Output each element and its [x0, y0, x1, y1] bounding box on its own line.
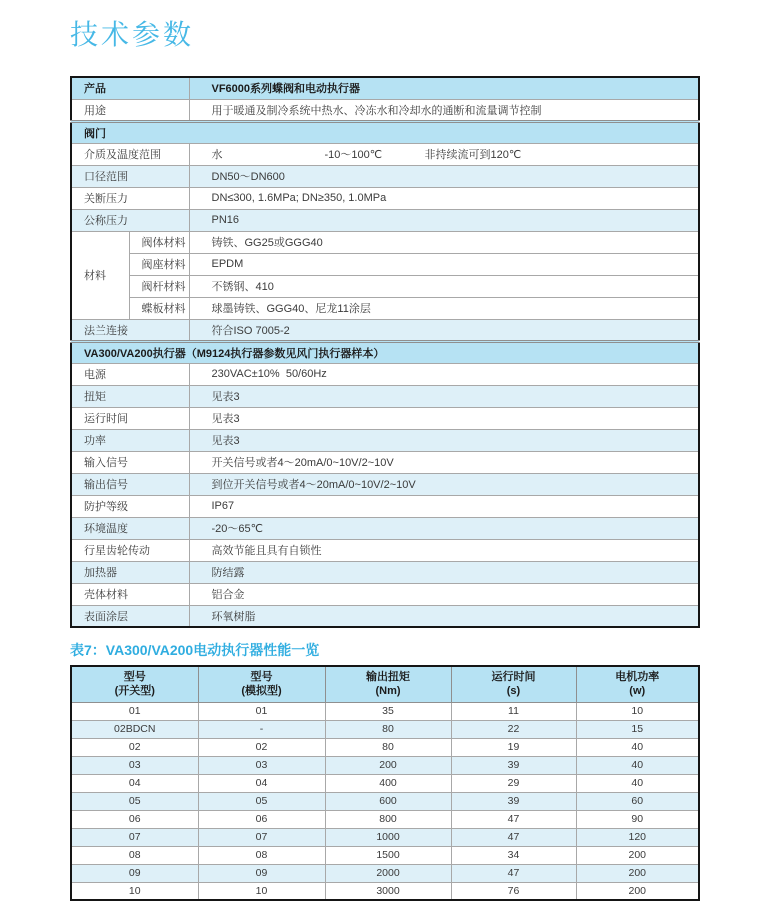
- spec-label: 壳体材料: [71, 583, 189, 605]
- perf-cell: 120: [576, 828, 699, 846]
- perf-cell: 40: [576, 774, 699, 792]
- spec-row: [71, 187, 699, 209]
- spec-row: [71, 99, 699, 121]
- perf-cell: 47: [451, 810, 576, 828]
- perf-cell: 07: [71, 828, 198, 846]
- perf-cell: 08: [71, 846, 198, 864]
- perf-row: [71, 864, 699, 882]
- perf-cell: 10: [576, 702, 699, 720]
- perf-col-header-line2: (开关型): [114, 685, 155, 698]
- perf-col-header: [71, 666, 198, 702]
- spec-value: 见表3: [189, 429, 699, 451]
- spec-label: 表面涂层: [71, 605, 189, 627]
- spec-value: 防结露: [189, 561, 699, 583]
- performance-table: [70, 665, 700, 901]
- spec-value-part: 水: [211, 149, 223, 161]
- perf-col-header: [325, 666, 451, 702]
- spec-value: 见表3: [189, 407, 699, 429]
- spec-label: 介质及温度范围: [71, 143, 189, 165]
- spec-row: [71, 297, 699, 319]
- perf-col-header-line1: 运行时间: [491, 671, 536, 684]
- content-column: [70, 18, 700, 901]
- spec-row: [71, 319, 699, 341]
- spec-value-part: 非持续流可到120℃: [424, 149, 522, 161]
- perf-cell: 08: [198, 846, 325, 864]
- perf-cell: 40: [576, 756, 699, 774]
- spec-row: [71, 429, 699, 451]
- spec-row: [71, 539, 699, 561]
- spec-row: [71, 165, 699, 187]
- spec-label: 输入信号: [71, 451, 189, 473]
- spec-label: 环境温度: [71, 517, 189, 539]
- spec-label: 功率: [71, 429, 189, 451]
- perf-cell: 04: [71, 774, 198, 792]
- spec-sublabel: 蝶板材料: [129, 297, 189, 319]
- perf-row: [71, 846, 699, 864]
- spec-row: [71, 77, 699, 99]
- spec-row: [71, 341, 699, 363]
- spec-row: [71, 209, 699, 231]
- spec-row: [71, 473, 699, 495]
- perf-col-header: [451, 666, 576, 702]
- perf-cell: 200: [576, 882, 699, 900]
- perf-col-header-line2: (Nm): [375, 685, 401, 698]
- perf-row: [71, 756, 699, 774]
- perf-cell: 39: [451, 756, 576, 774]
- perf-row: [71, 738, 699, 756]
- perf-cell: 15: [576, 720, 699, 738]
- spec-label: 口径范围: [71, 165, 189, 187]
- spec-row: [71, 275, 699, 297]
- spec-value: 铝合金: [189, 583, 699, 605]
- perf-cell: 47: [451, 864, 576, 882]
- perf-col-header-line1: 型号: [250, 671, 273, 684]
- perf-cell: 02BDCN: [71, 720, 198, 738]
- spec-value: -20～65℃: [189, 517, 699, 539]
- spec-row: [71, 143, 699, 165]
- spec-value-part: -10～100℃: [324, 149, 383, 161]
- perf-cell: 10: [71, 882, 198, 900]
- perf-cell: 47: [451, 828, 576, 846]
- spec-row: [71, 407, 699, 429]
- spec-label: 关断压力: [71, 187, 189, 209]
- perf-cell: 01: [198, 702, 325, 720]
- spec-label: 公称压力: [71, 209, 189, 231]
- perf-row: [71, 774, 699, 792]
- perf-row: [71, 720, 699, 738]
- perf-row: [71, 882, 699, 900]
- spec-group-label: 材料: [71, 231, 129, 319]
- spec-label: 行星齿轮传动: [71, 539, 189, 561]
- spec-value: 到位开关信号或者4～20mA/0~10V/2~10V: [189, 473, 699, 495]
- perf-cell: 02: [198, 738, 325, 756]
- perf-cell: 01: [71, 702, 198, 720]
- perf-cell: 19: [451, 738, 576, 756]
- spec-sublabel: 阀座材料: [129, 253, 189, 275]
- spec-row: [71, 231, 699, 253]
- spec-value: 符合ISO 7005-2: [189, 319, 699, 341]
- perf-cell: 200: [576, 846, 699, 864]
- perf-cell: 06: [198, 810, 325, 828]
- spec-value: 环氧树脂: [189, 605, 699, 627]
- perf-cell: 800: [325, 810, 451, 828]
- spec-value: 开关信号或者4～20mA/0~10V/2~10V: [189, 451, 699, 473]
- spec-label: 防护等级: [71, 495, 189, 517]
- perf-cell: 04: [198, 774, 325, 792]
- perf-col-header-line1: 型号: [123, 671, 146, 684]
- perf-cell: 40: [576, 738, 699, 756]
- spec-value: 高效节能且具有自锁性: [189, 539, 699, 561]
- perf-cell: 11: [451, 702, 576, 720]
- perf-cell: 76: [451, 882, 576, 900]
- perf-header-row: [71, 666, 699, 702]
- table7-title: 表7：VA300/VA200电动执行器性能一览: [70, 642, 320, 658]
- perf-row: [71, 810, 699, 828]
- spec-row: [71, 451, 699, 473]
- perf-cell: 200: [576, 864, 699, 882]
- spec-row: [71, 605, 699, 627]
- perf-cell: 03: [198, 756, 325, 774]
- spec-row: [71, 253, 699, 275]
- perf-cell: 2000: [325, 864, 451, 882]
- spec-section-header: 阀门: [71, 121, 699, 143]
- spec-value: 球墨铸铁、GGG40、尼龙11涂层: [189, 297, 699, 319]
- spec-label: 扭矩: [71, 385, 189, 407]
- spec-label: 用途: [71, 99, 189, 121]
- spec-label: 运行时间: [71, 407, 189, 429]
- spec-row: [71, 583, 699, 605]
- spec-value: 铸铁、GG25或GGG40: [189, 231, 699, 253]
- spec-label: 法兰连接: [71, 319, 189, 341]
- perf-cell: 34: [451, 846, 576, 864]
- spec-value: 230VAC±10% 50/60Hz: [189, 363, 699, 385]
- perf-cell: 400: [325, 774, 451, 792]
- perf-cell: 06: [71, 810, 198, 828]
- perf-cell: 200: [325, 756, 451, 774]
- spec-value: DN≤300, 1.6MPa; DN≥350, 1.0MPa: [189, 187, 699, 209]
- perf-cell: 07: [198, 828, 325, 846]
- spec-value: 用于暖通及制冷系统中热水、冷冻水和冷却水的通断和流量调节控制: [189, 99, 699, 121]
- perf-cell: 90: [576, 810, 699, 828]
- perf-col-header-line2: (w): [629, 685, 646, 698]
- spec-label: 加热器: [71, 561, 189, 583]
- perf-row: [71, 792, 699, 810]
- perf-cell: 09: [71, 864, 198, 882]
- perf-cell: 3000: [325, 882, 451, 900]
- spec-label: 输出信号: [71, 473, 189, 495]
- perf-cell: 1500: [325, 846, 451, 864]
- spec-value: 不锈钢、410: [189, 275, 699, 297]
- spec-row: [71, 385, 699, 407]
- perf-cell: 60: [576, 792, 699, 810]
- perf-col-header-line1: 电机功率: [615, 671, 660, 684]
- perf-col-header-line2: (s): [506, 685, 521, 698]
- perf-cell: 09: [198, 864, 325, 882]
- spec-row: [71, 561, 699, 583]
- perf-cell: 80: [325, 738, 451, 756]
- perf-cell: 1000: [325, 828, 451, 846]
- perf-cell: 80: [325, 720, 451, 738]
- perf-cell: 05: [71, 792, 198, 810]
- perf-cell: 05: [198, 792, 325, 810]
- spec-value: IP67: [189, 495, 699, 517]
- spec-value: EPDM: [189, 253, 699, 275]
- perf-row: [71, 828, 699, 846]
- perf-cell: 03: [71, 756, 198, 774]
- perf-cell: 22: [451, 720, 576, 738]
- spec-sublabel: 阀体材料: [129, 231, 189, 253]
- spec-value: PN16: [189, 209, 699, 231]
- spec-value: VF6000系列蝶阀和电动执行器: [189, 77, 699, 99]
- spec-section-header: VA300/VA200执行器（M9124执行器参数见风门执行器样本）: [71, 341, 699, 363]
- perf-col-header: [198, 666, 325, 702]
- spec-value-multi: [189, 143, 699, 165]
- datasheet-page: [0, 18, 770, 904]
- perf-cell: 10: [198, 882, 325, 900]
- perf-col-header-line1: 输出扭矩: [366, 671, 410, 684]
- spec-table: [70, 76, 700, 628]
- spec-label: 电源: [71, 363, 189, 385]
- spec-sublabel: 阀杆材料: [129, 275, 189, 297]
- spec-row: [71, 363, 699, 385]
- perf-col-header-line2: (模拟型): [241, 685, 282, 698]
- spec-label: 产品: [71, 77, 189, 99]
- perf-cell: 35: [325, 702, 451, 720]
- perf-cell: 600: [325, 792, 451, 810]
- spec-row: [71, 517, 699, 539]
- perf-cell: 29: [451, 774, 576, 792]
- spec-value: DN50～DN600: [189, 165, 699, 187]
- perf-cell: 02: [71, 738, 198, 756]
- spec-value: 见表3: [189, 385, 699, 407]
- spec-row: [71, 121, 699, 143]
- spec-row: [71, 495, 699, 517]
- perf-cell: 39: [451, 792, 576, 810]
- perf-row: [71, 702, 699, 720]
- perf-col-header: [576, 666, 699, 702]
- page-title: 技术参数: [70, 19, 195, 50]
- perf-cell: -: [198, 720, 325, 738]
